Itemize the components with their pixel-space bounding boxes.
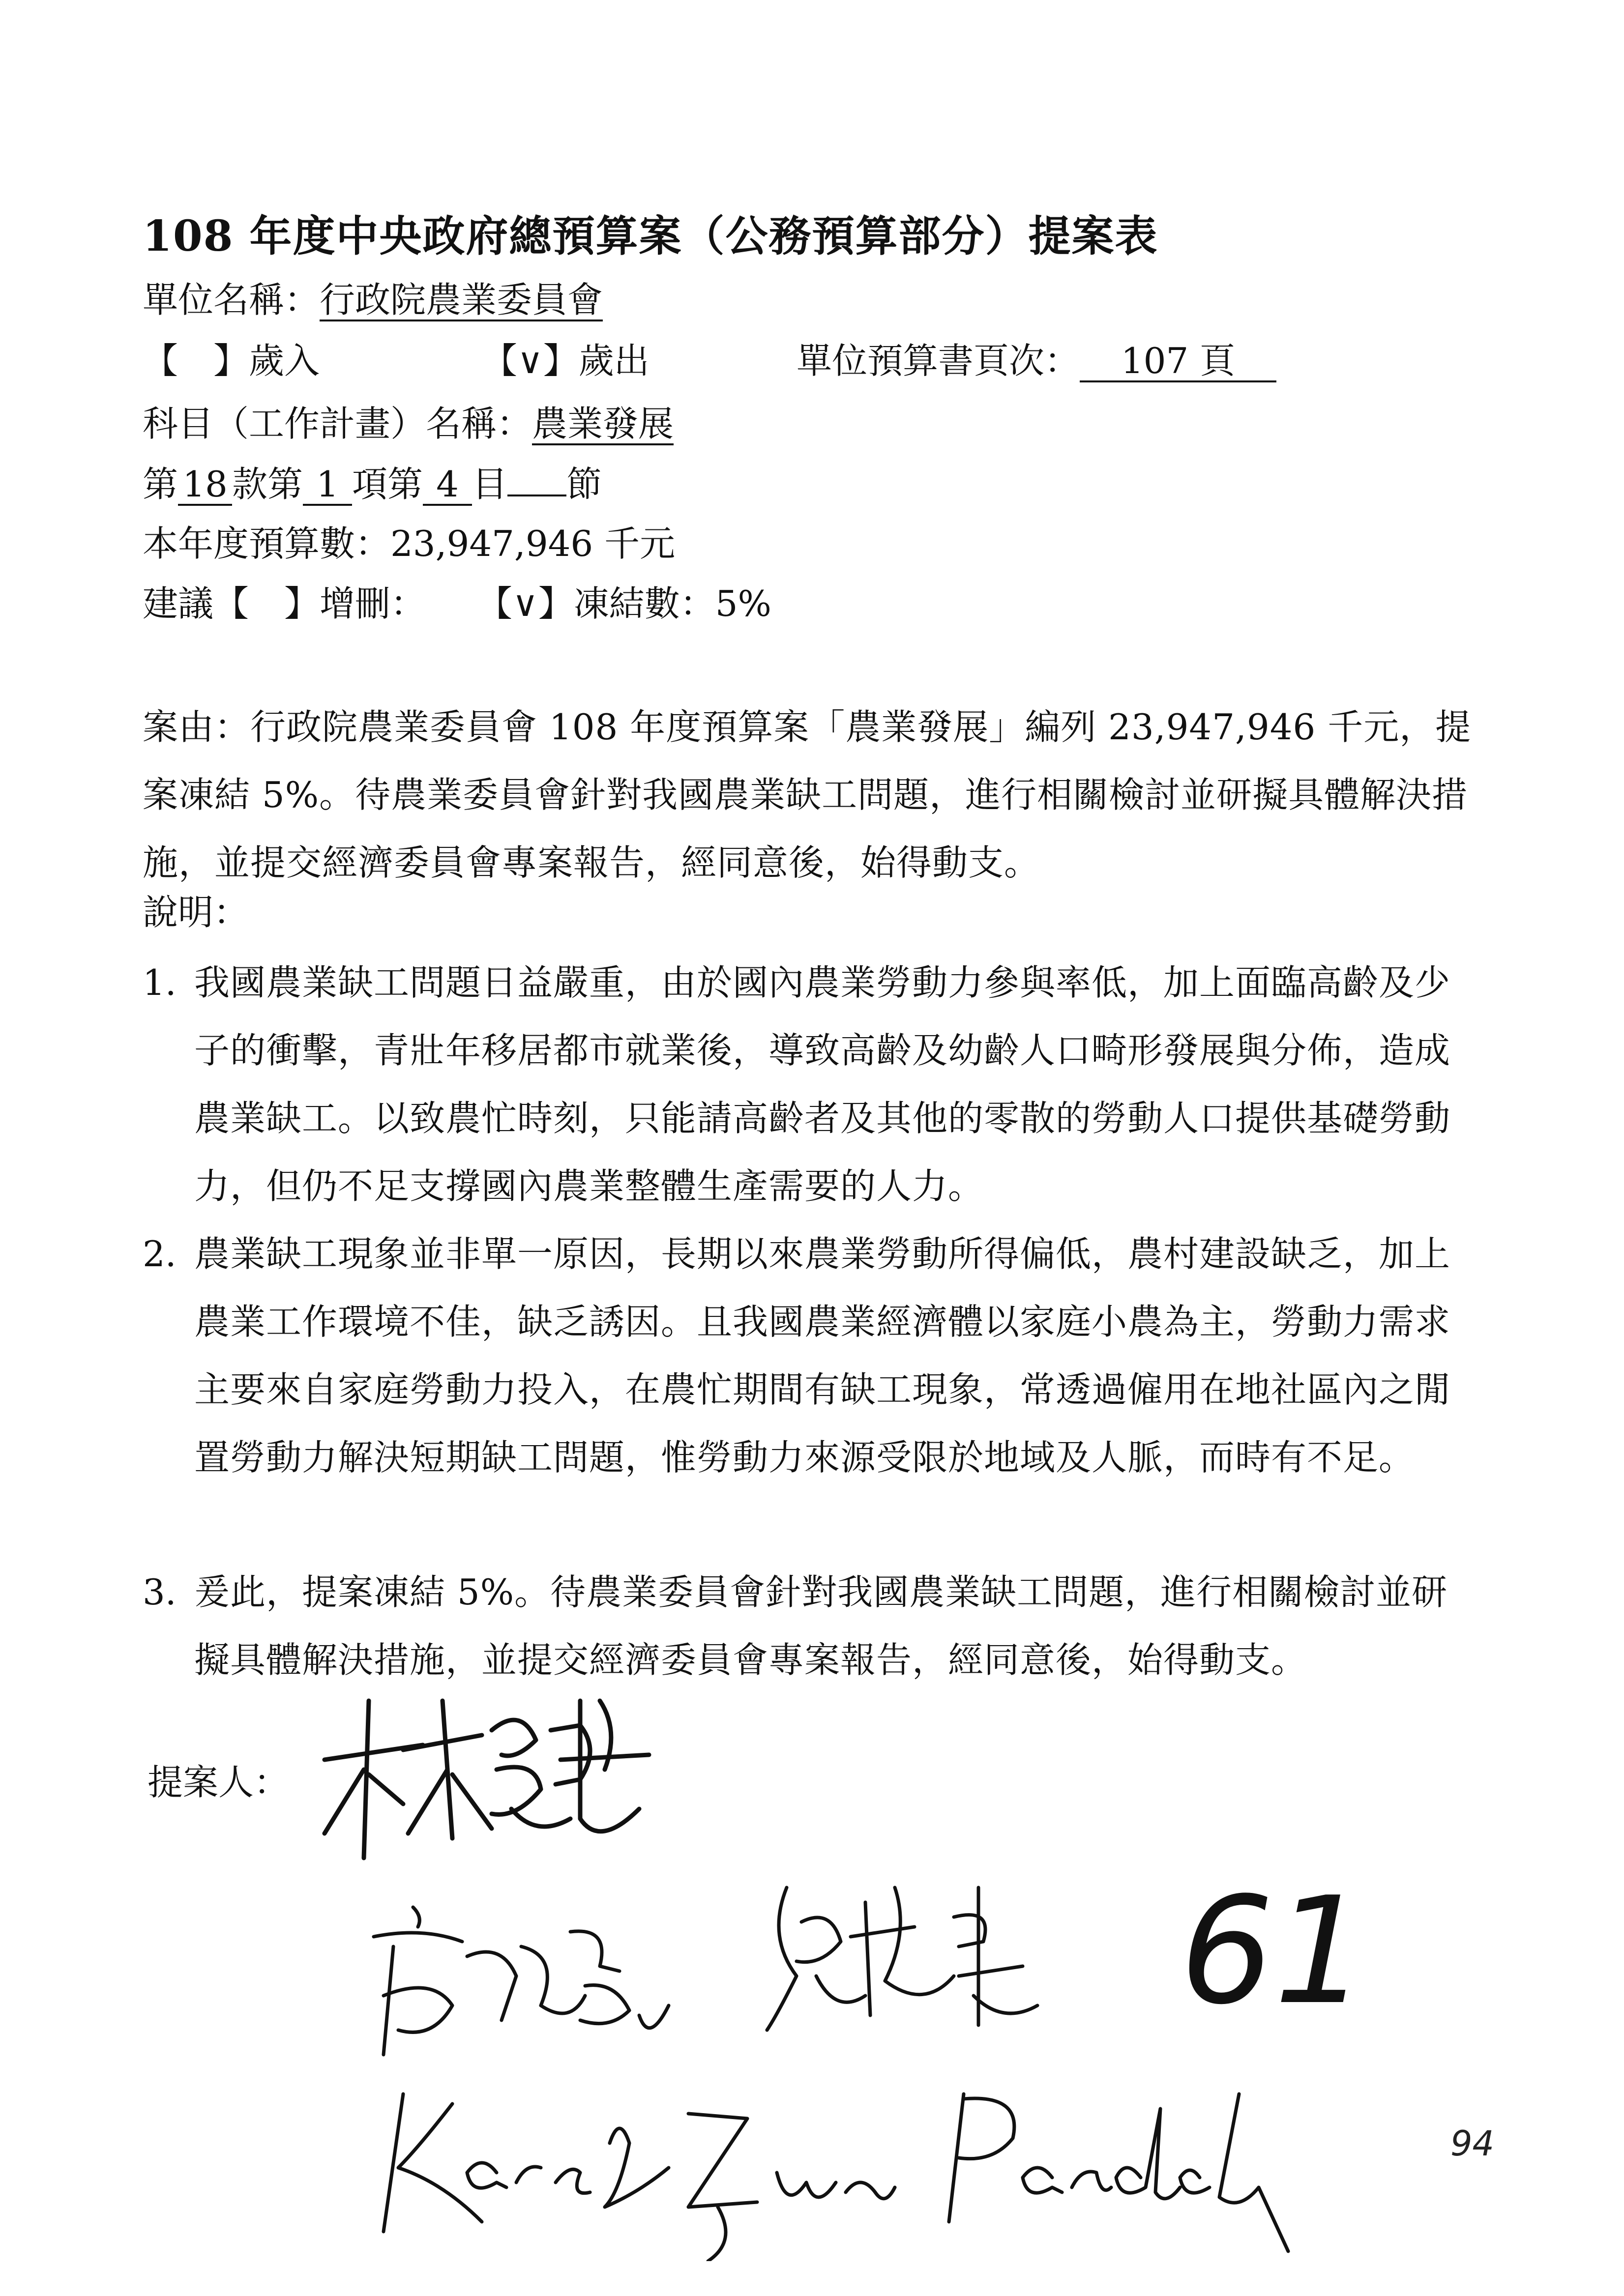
item-number: 2. [143, 1233, 177, 1275]
suggest-freeze: 【∨】凍結數：5% [477, 583, 771, 624]
unit-line [143, 279, 603, 321]
document-title: 108 年度中央政府總預算案（公務預算部分）提案表 [143, 211, 1158, 261]
page-number: 94 [1450, 2123, 1495, 2164]
suggest-change: 建議【 】增刪： [143, 583, 426, 624]
revenue-checkbox: 【 】歲入 [143, 340, 320, 381]
item-number: 1. [143, 962, 177, 1003]
subject-line [143, 403, 674, 445]
unit-label: 單位名稱： [143, 279, 320, 320]
item-text: 農業缺工現象並非單一原因，長期以來農業勞動所得偏低，農村建設缺乏，加上農業工作環境不佳，缺乏誘因。且我國農業經濟體以家庭小農為主，勞動力需求主要來自家庭勞動力投入，在農忙期間有缺工現象，常透過僱用在地社區內之閒置勞動力解決短期缺工問題，惟勞動力來源受限於地域及人脈，而時有不足。 [194, 1233, 1451, 1478]
section-xiang: 1 [303, 466, 352, 506]
section-text: 項第 [352, 464, 423, 505]
proposer-label: 提案人： [148, 1762, 290, 1803]
section-text: 第 [143, 464, 178, 505]
handwritten-signature [305, 1671, 659, 1878]
page-ref-line [797, 340, 1276, 382]
subject-name: 農業發展 [532, 403, 674, 444]
explain-label: 說明： [143, 892, 249, 933]
page-ref-value: 107 頁 [1080, 343, 1276, 382]
section-text: 款第 [232, 464, 303, 505]
section-blank [507, 465, 566, 496]
subject-label: 科目（工作計畫）名稱： [143, 403, 532, 444]
handwritten-signature [354, 1897, 728, 2084]
section-line [143, 465, 602, 506]
handwritten-number: 61 [1180, 1865, 1368, 2037]
reason-paragraph: 案由：行政院農業委員會 108 年度預算案「農業發展」編列 23,947,946 千元，提案凍結 5%。待農業委員會針對我國農業缺工問題，進行相關檢討並研擬具體解決措施，並提交經濟委員會專案報告，經同意後，始得動支。 [143, 706, 1472, 883]
section-text: 節 [566, 464, 602, 505]
item-text: 爰此，提案凍結 5%。待農業委員會針對我國農業缺工問題，進行相關檢討並研擬具體解決措施，並提交經濟委員會專案報告，經同意後，始得動支。 [194, 1571, 1448, 1681]
section-kuan: 18 [178, 466, 232, 506]
page-ref-label: 單位預算書頁次： [797, 340, 1080, 381]
unit-name: 行政院農業委員會 [320, 279, 603, 320]
handwritten-signature [374, 2064, 1308, 2261]
section-text: 目 [472, 464, 508, 505]
section-mu: 4 [423, 466, 472, 506]
item-number: 3. [143, 1571, 177, 1613]
item-text: 我國農業缺工問題日益嚴重，由於國內農業勞動力參與率低，加上面臨高齡及少子的衝擊，青壯年移居都市就業後，導致高齡及幼齡人口畸形發展與分佈，造成農業缺工。以致農忙時刻，只能請高齡者及其他的零散的勞動人口提供基礎勞動力，但仍不足支撐國內農業整體生產需要的人力。 [194, 962, 1451, 1207]
expense-checkbox: 【∨】歲出 [482, 340, 650, 381]
handwritten-signature [747, 1868, 1092, 2064]
budget-line: 本年度預算數：23,947,946 千元 [143, 523, 676, 564]
